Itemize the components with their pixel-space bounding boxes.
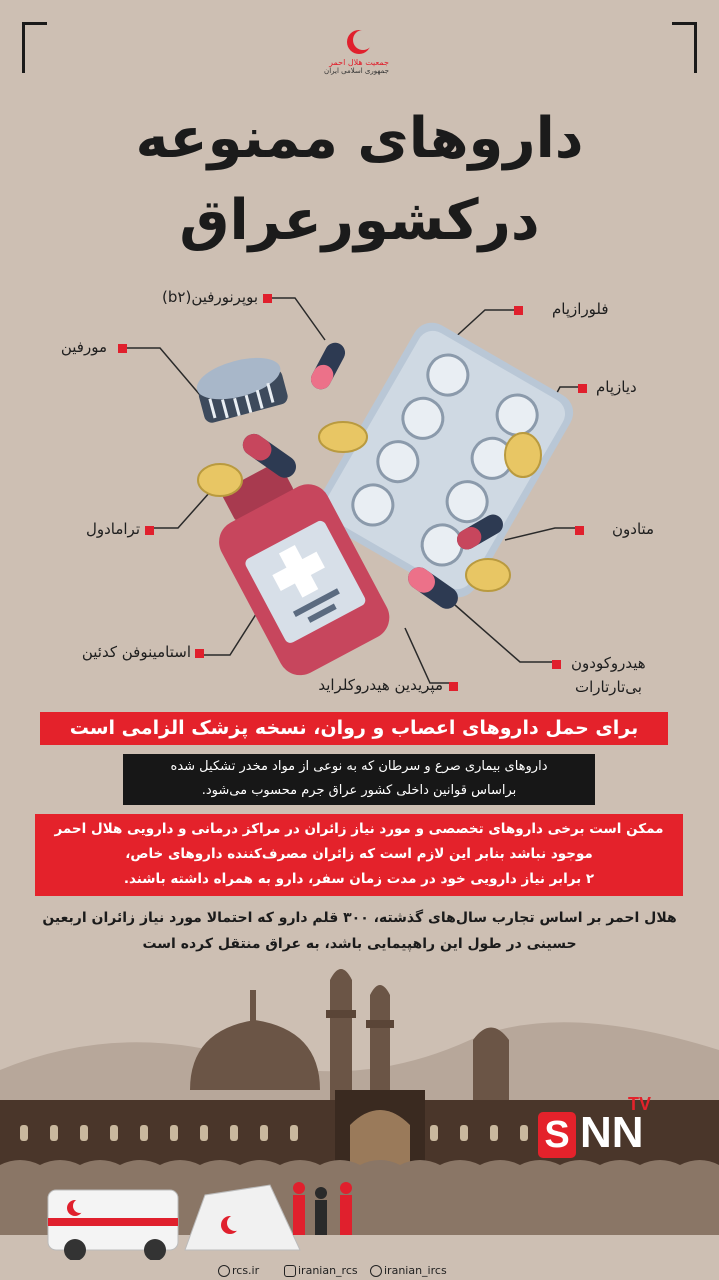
drug-label-meperidine: مپریدین هیدروکلراید — [318, 676, 443, 694]
illegal-drugs-notice — [123, 754, 595, 805]
snn-tv-text: TV — [628, 1094, 652, 1114]
marker-meperidine — [449, 682, 458, 691]
page-title-line-1: داروهای ممنوعه — [135, 106, 584, 171]
drug-label-buprenorphine: بوپرنورفین(b۲) — [162, 288, 258, 306]
drug-label-morphine: مورفین — [60, 338, 107, 356]
illegal-drugs-notice-line-2: براساس قوانین داخلی کشور عراق جرم محسوب می‌شود. — [201, 783, 517, 798]
special-drugs-notice — [35, 814, 683, 896]
snn-nn-text: NN — [580, 1108, 644, 1157]
globe-icon — [218, 1265, 230, 1277]
drug-label-hydrocodone-line-1: هیدروکودون — [571, 654, 646, 672]
closing-line-2: حسینی در طول این راهپیمایی باشد، به عراق منتقل کرده است — [142, 936, 577, 952]
telegram-icon — [370, 1265, 382, 1277]
drug-label-acetaminophen-codeine: استامینوفن کدئین — [81, 643, 191, 661]
page-title-line-2: درکشورعراق — [179, 188, 540, 253]
logo-line-1: جمعیت هلال احمر — [329, 58, 389, 67]
drug-label-flurazepam: فلورازپام — [552, 300, 609, 318]
frame-corner-top-left — [22, 22, 47, 73]
marker-flurazepam — [514, 306, 523, 315]
marker-buprenorphine — [263, 294, 272, 303]
logo-line-2: جمهوری اسلامی ایران — [324, 67, 389, 75]
closing-line-1: هلال احمر بر اساس تجارب سال‌های گذشته، ۳۰۰ قلم دارو که احتمالا مورد نیاز زائران اربعین — [42, 910, 677, 926]
red-crescent-logo — [324, 28, 389, 98]
frame-corner-top-right — [672, 22, 697, 73]
footer-instagram[interactable]: iranian_rcs — [298, 1264, 358, 1277]
marker-diazepam — [578, 384, 587, 393]
special-drugs-notice-line-3: ۲ برابر نیاز دارویی خود در مدت زمان سفر، دارو به همراه داشته باشند. — [123, 871, 595, 887]
marker-hydrocodone — [552, 660, 561, 669]
footer — [0, 1262, 719, 1280]
crescent-icon — [345, 28, 373, 56]
special-drugs-notice-line-2: موجود نباشد بنابر این لازم است که زائران مصرف‌کننده داروهای خاص، — [125, 846, 593, 862]
marker-tramadol — [145, 526, 154, 535]
ambulance — [48, 1190, 178, 1260]
marker-methadone — [575, 526, 584, 535]
capsule-1 — [307, 339, 348, 393]
instagram-icon — [284, 1265, 296, 1277]
special-drugs-notice-line-1: ممکن است برخی داروهای تخصصی و مورد نیاز زائران در مراکز درمانی و دارویی هلال احمر — [54, 821, 664, 837]
drug-label-methadone: متادون — [612, 520, 655, 538]
footer-site[interactable]: rcs.ir — [232, 1264, 260, 1277]
snn-watermark — [538, 1094, 668, 1162]
marker-morphine — [118, 344, 127, 353]
footer-telegram[interactable]: iranian_ircs — [384, 1264, 447, 1277]
drug-label-hydrocodone-line-2: بی‌تارتارات — [575, 678, 642, 696]
marker-acetaminophen-codeine — [195, 649, 204, 658]
prescription-notice: برای حمل داروهای اعصاب و روان، نسخه پزشک الزامی است — [40, 712, 668, 745]
illegal-drugs-notice-line-1: داروهای بیماری صرع و سرطان که به نوعی از مواد مخدر تشکیل شده — [170, 759, 548, 774]
drug-label-tramadol: ترامادول — [85, 520, 140, 538]
drug-label-diazepam: دیازپام — [596, 378, 637, 396]
snn-s-box: S — [538, 1112, 576, 1158]
bottle-cap — [192, 350, 289, 424]
